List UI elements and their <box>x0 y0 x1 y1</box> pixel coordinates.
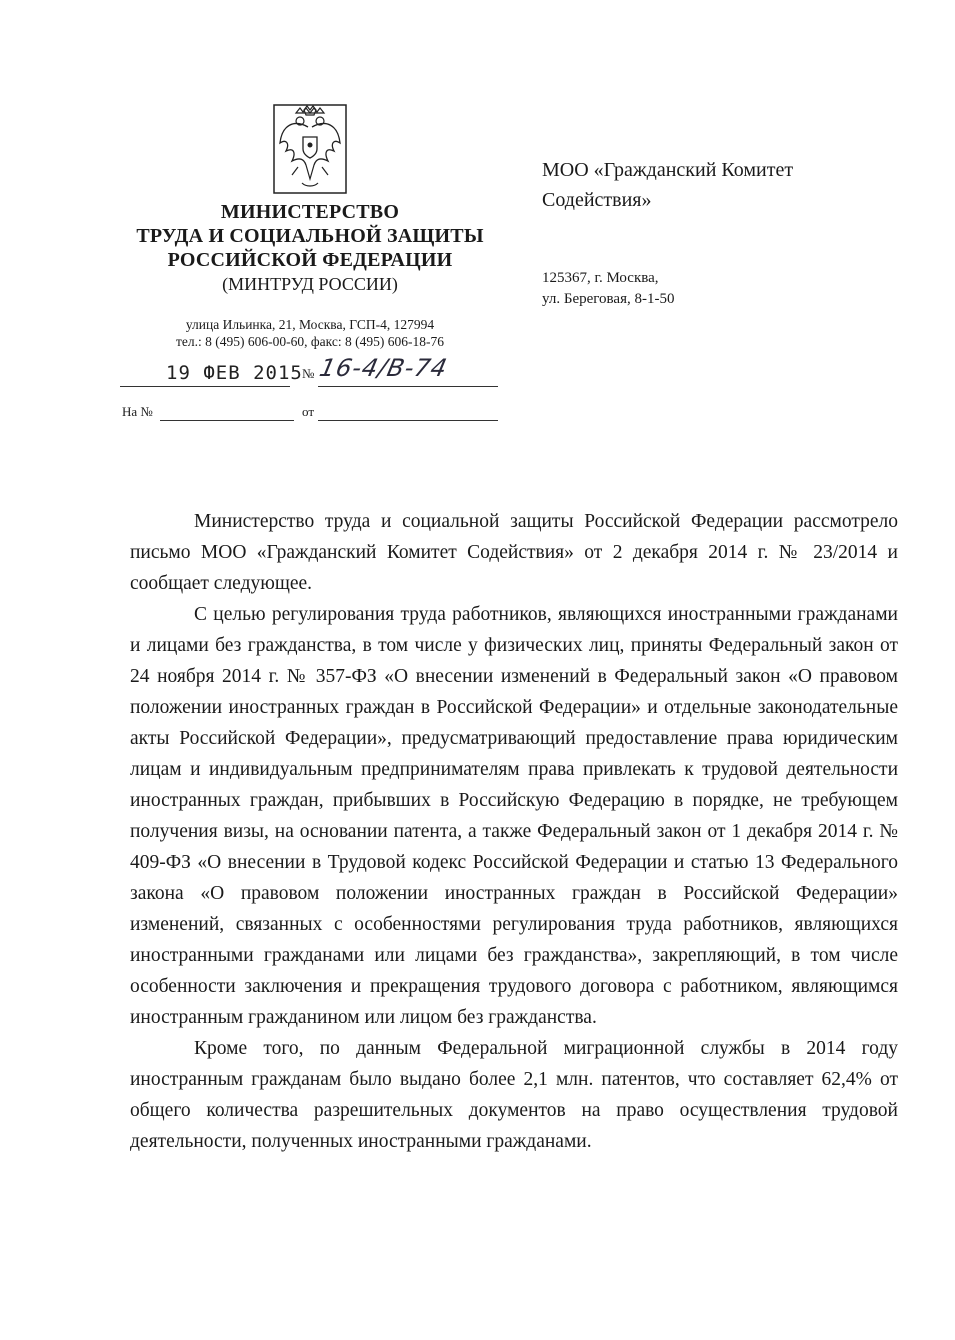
recipient-name <box>542 155 882 215</box>
reference-number-label: На № <box>122 404 153 419</box>
number-underline <box>318 386 498 387</box>
recipient-line-2: Содействия» <box>542 189 652 211</box>
recipient-address-line-1: 125367, г. Москва, <box>542 270 659 286</box>
ministry-address <box>130 316 490 350</box>
ministry-title-line-2: ТРУДА И СОЦИАЛЬНОЙ ЗАЩИТЫ <box>136 225 484 247</box>
ministry-short-name: (МИНТРУД РОССИИ) <box>222 274 398 294</box>
recipient-address <box>542 268 882 310</box>
reference-from-underline <box>318 420 498 421</box>
ministry-title-line-1: МИНИСТЕРСТВО <box>220 201 400 223</box>
date-underline <box>120 386 290 387</box>
recipient-line-1: МОО «Гражданский Комитет <box>542 159 794 181</box>
ministry-title-line-3: РОССИЙСКОЙ ФЕДЕРАЦИИ <box>167 249 453 271</box>
reference-number-underline <box>160 420 294 421</box>
russian-coat-of-arms-icon <box>272 103 348 195</box>
reference-from-label: от <box>302 404 315 419</box>
address-phone-fax: тел.: 8 (495) 606-00-60, факс: 8 (495) 606-18-76 <box>176 334 444 349</box>
registration-number-label: № <box>302 366 315 381</box>
letter-body <box>130 506 898 1157</box>
paragraph-3: Кроме того, по данным Федеральной миграционной службы в 2014 году иностранным гражданам было выдано более 2,1 млн. патентов, что составляет 62,4% от общего количества разрешительных документов на право осуществления трудовой деятельности, полученных иностранными гражданами. <box>130 1038 898 1152</box>
registration-number-handwritten: 16-4/В-74 <box>317 354 451 382</box>
paragraph-2: С целью регулирования труда работников, являющихся иностранными гражданами и лицами без гражданства, в том числе у физических лиц, приняты Федеральный закон от 24 ноября 2014 г. № 357-ФЗ «О внесении изменений в Федеральный закон «О правовом положении иностранных граждан в Российской Федерации» и отдельные законодательные акты Российской Федерации», предусматривающий предоставление права юридическим лицам и индивидуальным предпринимателям права привлекать к трудовой деятельности иностранных граждан, прибывших в Российскую Федерацию в порядке, не требующем получения визы, на основании патента, а также Федеральный закон от 1 декабря 2014 г. № 409-ФЗ «О внесении в Трудовой кодекс Российской Федерации и статью 13 Федерального закона «О правовом положении иностранных граждан в Российской Федерации» изменений, связанных с особенностями регулирования труда работников, являющихся иностранными гражданами или лицами без гражданства», закрепляющий, в том числе особенности заключения и прекращения трудового договора с работником, являющимся иностранным гражданином или лицом без гражданства. <box>130 604 898 1028</box>
ministry-header <box>120 200 500 296</box>
reference-line <box>122 404 502 426</box>
address-street: улица Ильинка, 21, Москва, ГСП-4, 127994 <box>185 317 435 332</box>
recipient-address-line-2: ул. Береговая, 8-1-50 <box>542 291 675 307</box>
paragraph-1: Министерство труда и социальной защиты Российской Федерации рассмотрело письмо МОО «Гражданский Комитет Содействия» от 2 декабря 2014 г. № 23/2014 и сообщает следующее. <box>130 511 898 594</box>
registration-date-stamp: 19 ФЕВ 2015 <box>166 362 303 384</box>
registration-line <box>120 356 500 390</box>
